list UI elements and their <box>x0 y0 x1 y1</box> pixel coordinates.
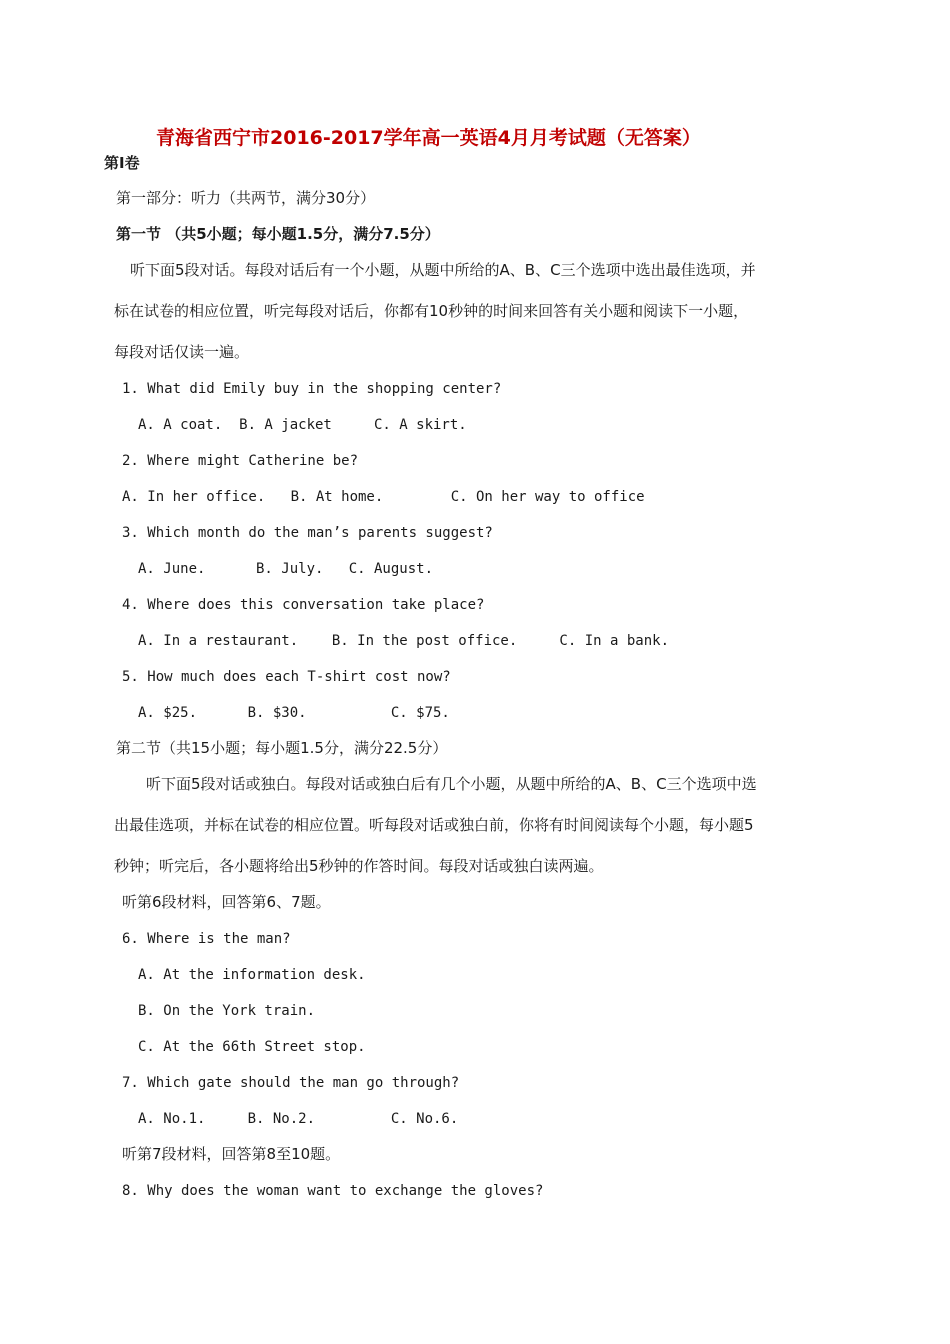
question-3: 3. Which month do the man’s parents suggest? <box>122 525 493 541</box>
section1-instruction-line: 听下面5段对话。每段对话后有一个小题，从题中所给的A、B、C三个选项中选出最佳选项，并 <box>130 261 756 279</box>
question-7: 7. Which gate should the man go through? <box>122 1075 460 1091</box>
volume-label: 第I卷 <box>104 154 140 172</box>
material-7-label: 听第7段材料，回答第8至10题。 <box>122 1145 341 1163</box>
section1-instruction-line: 每段对话仅读一遍。 <box>114 343 250 361</box>
question-7-options: A. No.1. B. No.2. C. No.6. <box>138 1111 459 1127</box>
question-3-options: A. June. B. July. C. August. <box>138 561 434 577</box>
question-5: 5. How much does each T-shirt cost now? <box>122 669 451 685</box>
material-6-label: 听第6段材料，回答第6、7题。 <box>122 893 331 911</box>
question-6-option-b: B. On the York train. <box>138 1003 316 1019</box>
section2-instruction-line: 听下面5段对话或独白。每段对话或独白后有几个小题，从题中所给的A、B、C三个选项中选 <box>146 775 757 793</box>
section1-heading: 第一节 （共5小题；每小题1.5分，满分7.5分） <box>116 225 440 243</box>
question-5-options: A. $25. B. $30. C. $75. <box>138 705 450 721</box>
section2-heading: 第二节（共15小题；每小题1.5分，满分22.5分） <box>116 739 448 757</box>
question-2-options: A. In her office. B. At home. C. On her way to office <box>122 489 645 505</box>
question-4-options: A. In a restaurant. B. In the post office. C. In a bank. <box>138 633 670 649</box>
question-8: 8. Why does the woman want to exchange the gloves? <box>122 1183 544 1199</box>
page-title: 青海省西宁市2016-2017学年高一英语4月月考试题（无答案） <box>156 127 701 149</box>
question-6-option-c: C. At the 66th Street stop. <box>138 1039 366 1055</box>
question-6-option-a: A. At the information desk. <box>138 967 366 983</box>
section2-instruction-line: 秒钟；听完后，各小题将给出5秒钟的作答时间。每段对话或独白读两遍。 <box>114 857 604 875</box>
part1-heading: 第一部分：听力（共两节，满分30分） <box>116 189 376 207</box>
question-1: 1. What did Emily buy in the shopping center? <box>122 381 502 397</box>
question-2: 2. Where might Catherine be? <box>122 453 359 469</box>
question-6: 6. Where is the man? <box>122 931 291 947</box>
question-1-options: A. A coat. B. A jacket C. A skirt. <box>138 417 467 433</box>
question-4: 4. Where does this conversation take place? <box>122 597 485 613</box>
section1-instruction-line: 标在试卷的相应位置，听完每段对话后，你都有10秒钟的时间来回答有关小题和阅读下一小题， <box>114 302 749 320</box>
section2-instruction-line: 出最佳选项，并标在试卷的相应位置。听每段对话或独白前，你将有时间阅读每个小题，每小题5 <box>114 816 754 834</box>
